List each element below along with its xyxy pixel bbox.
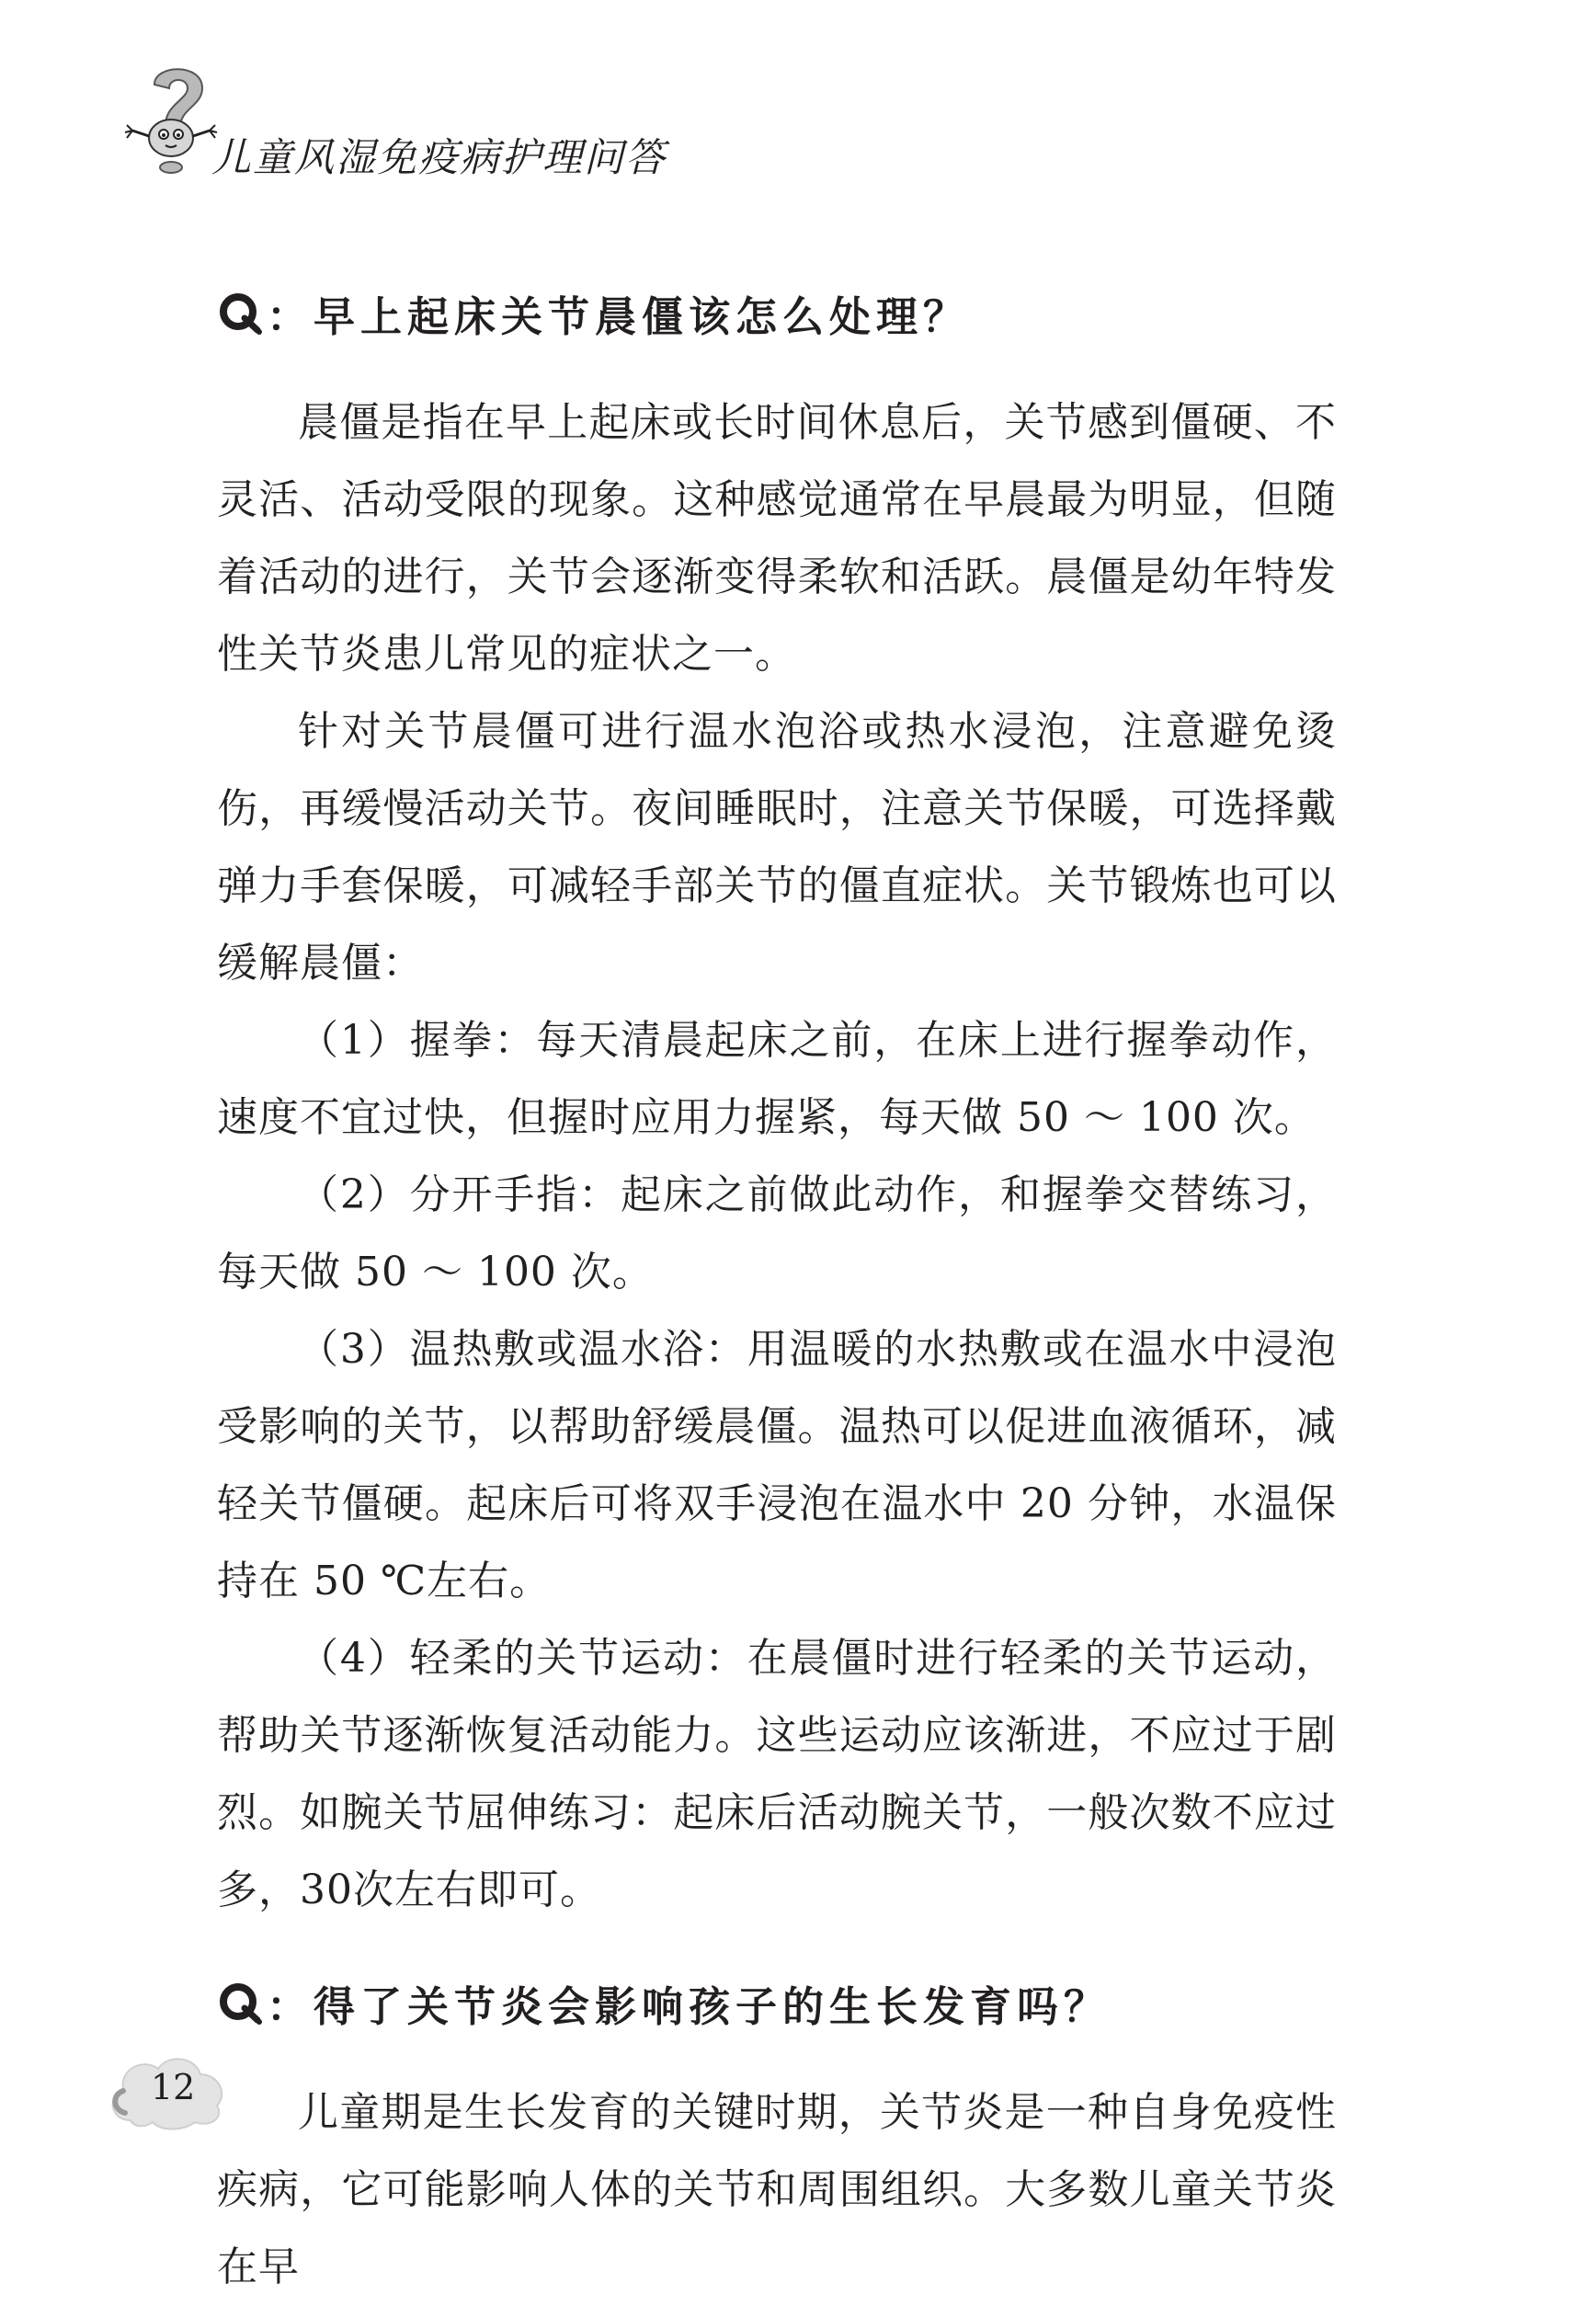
page-content xyxy=(217,276,1337,2306)
question-text: ：早上起床关节晨僵该怎么处理？ xyxy=(267,291,971,341)
question-mark-cartoon-icon xyxy=(118,57,219,177)
body-paragraph: 儿童期是生长发育的关键时期，关节炎是一种自身免疫性疾病，它可能影响人体的关节和周围组织。大多数儿童关节炎在早 xyxy=(217,2089,1337,2290)
running-header xyxy=(118,57,669,181)
page-number: 12 xyxy=(151,2067,196,2107)
page-number-badge xyxy=(103,2049,232,2133)
numbered-item: （2）分开手指：起床之前做此动作，和握拳交替练习，每天做 50 ～ 100 次。 xyxy=(217,1171,1337,1296)
body-paragraph: 针对关节晨僵可进行温水泡浴或热水浸泡，注意避免烫伤，再缓慢活动关节。夜间睡眠时，注意关节保暖，可选择戴弹力手套保暖，可减轻手部关节的僵直症状。关节锻炼也可以缓解晨僵： xyxy=(217,708,1337,987)
q-marker-icon xyxy=(217,1980,263,2026)
numbered-item: （4）轻柔的关节运动：在晨僵时进行轻柔的关节运动，帮助关节逐渐恢复活动能力。这些运动应该渐进，不应过于剧烈。如腕关节屈伸练习：起床后活动腕关节，一般次数不应过多，30次左右即可。 xyxy=(217,1635,1337,1913)
numbered-item: （1）握拳：每天清晨起床之前，在床上进行握拳动作，速度不宜过快，但握时应用力握紧，每天做 50 ～ 100 次。 xyxy=(217,1017,1337,1141)
body-paragraph: 晨僵是指在早上起床或长时间休息后，关节感到僵硬、不灵活、活动受限的现象。这种感觉通常在早晨最为明显，但随着活动的进行，关节会逐渐变得柔软和活跃。晨僵是幼年特发性关节炎患儿常见的症状之一。 xyxy=(217,399,1337,678)
question-heading xyxy=(217,276,1337,349)
running-header-title: 儿童风湿免疫病护理问答 xyxy=(211,135,667,181)
numbered-item: （3）温热敷或温水浴：用温暖的水热敷或在温水中浸泡受影响的关节，以帮助舒缓晨僵。温热可以促进血液循环，减轻关节僵硬。起床后可将双手浸泡在温水中 20 分钟，水温保持在 50 ℃左右。 xyxy=(217,1326,1337,1604)
q-marker-icon xyxy=(217,290,263,336)
question-text: ：得了关节炎会影响孩子的生长发育吗？ xyxy=(267,1981,1112,2031)
question-heading xyxy=(217,1966,1337,2039)
